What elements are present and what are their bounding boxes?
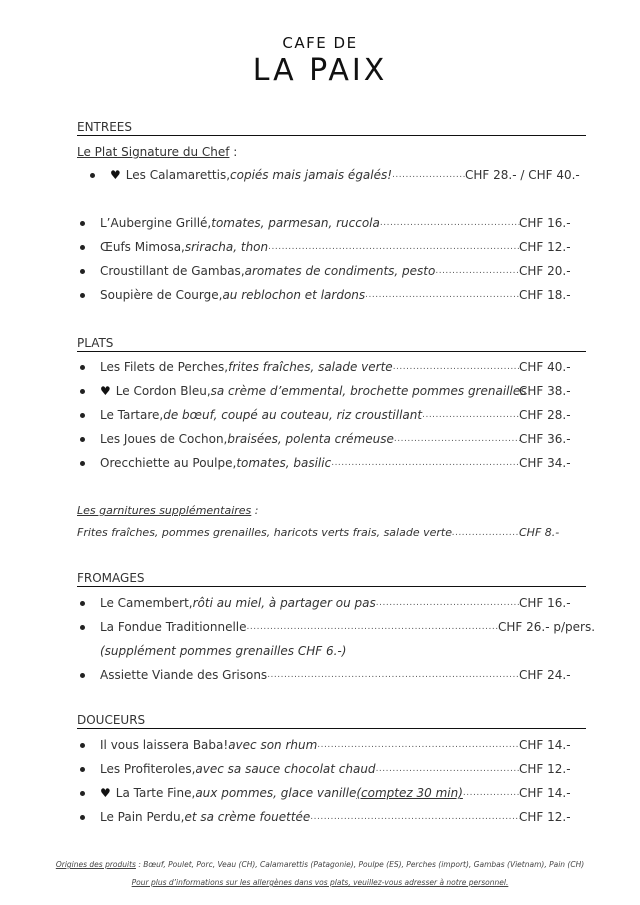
origins-text: : Bœuf, Poulet, Porc, Veau (CH), Calamarettis (Patagonie), Poulpe (ES), Perches (import), Gambas (Vietnam), Pain (CH) <box>135 860 585 869</box>
logo-line-2: LA PAIX <box>252 53 388 88</box>
sides-price: CHF 8.- <box>519 526 560 539</box>
section-title-douceurs: DOUCEURS <box>77 713 586 729</box>
item-name: Les Filets de Perches, <box>100 360 229 374</box>
item-price: CHF 26.- p/pers. <box>498 620 596 634</box>
item-name: Les Joues de Cochon, <box>100 432 228 446</box>
item-description: avec son rhum <box>228 738 318 752</box>
signature-dish-label <box>77 144 237 160</box>
sides-label-text: Les garnitures supplémentaires <box>77 504 252 517</box>
logo-line-1: CAFE DE <box>282 34 358 52</box>
item-price: CHF 16.- <box>519 596 571 610</box>
menu-item <box>77 760 587 778</box>
heart-icon: ♥ <box>100 384 111 398</box>
menu-item <box>77 238 587 256</box>
dot-leader <box>310 808 520 826</box>
sides-label <box>77 503 258 519</box>
item-description: frites fraîches, salade verte <box>228 360 393 374</box>
section-title-fromages: FROMAGES <box>77 571 586 587</box>
bullet-icon <box>80 743 85 748</box>
item-price: CHF 16.- <box>519 216 571 230</box>
item-name: La Fondue Traditionnelle <box>100 620 247 634</box>
item-price: CHF 20.- <box>519 264 571 278</box>
item-price: CHF 34.- <box>519 456 571 470</box>
origins-label: Origines des produits <box>55 860 136 869</box>
signature-label-text: Le Plat Signature du Chef <box>77 145 230 159</box>
heart-icon: ♥ <box>100 786 111 800</box>
item-name: Croustillant de Gambas, <box>100 264 245 278</box>
fondue-note: (supplément pommes grenailles CHF 6.-) <box>100 644 347 658</box>
bullet-icon <box>80 815 85 820</box>
item-description: sa crème d’emmental, brochette pommes grenailles <box>210 384 527 398</box>
item-name: Orecchiette au Poulpe, <box>100 456 237 470</box>
item-description: rôti au miel, à partager ou pas <box>192 596 376 610</box>
dot-leader <box>247 618 498 636</box>
sides-row <box>77 524 587 542</box>
bullet-icon <box>80 437 85 442</box>
dot-leader <box>452 524 519 542</box>
menu-item <box>77 454 587 472</box>
item-description: tomates, parmesan, ruccola <box>211 216 380 230</box>
restaurant-logo <box>0 34 640 88</box>
dot-leader <box>268 238 520 256</box>
item-name: Assiette Viande des Grisons <box>100 668 268 682</box>
dot-leader <box>376 760 520 778</box>
item-name: Œufs Mimosa, <box>100 240 185 254</box>
bullet-icon <box>80 221 85 226</box>
menu-item <box>77 406 587 424</box>
menu-item <box>77 618 596 636</box>
bullet-icon <box>80 389 85 394</box>
item-description: sriracha, thon <box>184 240 269 254</box>
bullet-icon <box>80 673 85 678</box>
item-description: tomates, basilic <box>236 456 332 470</box>
dot-leader <box>463 784 520 802</box>
menu-item <box>77 214 587 232</box>
menu-item <box>77 736 587 754</box>
bullet-icon <box>80 269 85 274</box>
dot-leader <box>392 166 465 184</box>
item-price: CHF 24.- <box>519 668 571 682</box>
item-name: Il vous laissera Baba! <box>100 738 229 752</box>
sides-label-suffix: : <box>251 504 259 517</box>
item-name: Le Cordon Bleu, <box>115 384 211 398</box>
item-name: La Tarte Fine, <box>115 786 196 800</box>
item-price: CHF 12.- <box>519 240 571 254</box>
bullet-icon <box>80 461 85 466</box>
menu-item <box>77 382 587 400</box>
item-description: de bœuf, coupé au couteau, riz croustillant <box>163 408 423 422</box>
item-price: CHF 14.- <box>519 786 571 800</box>
item-description: aromates de condiments, pesto <box>244 264 436 278</box>
menu-item <box>77 784 587 802</box>
bullet-icon <box>80 767 85 772</box>
dot-leader <box>317 736 520 754</box>
item-name: Soupière de Courge, <box>100 288 223 302</box>
item-description: copiés mais jamais égalés! <box>230 168 393 182</box>
item-price: CHF 12.- <box>519 810 571 824</box>
item-price: CHF 12.- <box>519 762 571 776</box>
origins-note <box>0 860 640 869</box>
allergens-note: Pour plus d’informations sur les allergènes dans vos plats, veuillez-vous adresser à notre personnel. <box>131 878 509 887</box>
sides-text: Frites fraîches, pommes grenailles, haricots verts frais, salade verte <box>77 526 452 539</box>
menu-item <box>77 594 587 612</box>
item-price: CHF 36.- <box>519 432 571 446</box>
menu-item <box>77 262 587 280</box>
item-description: au reblochon et lardons <box>222 288 366 302</box>
item-name: Les Profiteroles, <box>100 762 196 776</box>
bullet-icon <box>80 413 85 418</box>
bullet-icon <box>80 601 85 606</box>
menu-item <box>77 286 587 304</box>
dot-leader <box>331 454 520 472</box>
item-name: Le Pain Perdu, <box>100 810 185 824</box>
section-title-plats: PLATS <box>77 336 586 352</box>
dot-leader <box>380 214 520 232</box>
item-price: CHF 14.- <box>519 738 571 752</box>
dot-leader <box>267 666 520 684</box>
item-name: Les Calamarettis, <box>125 168 231 182</box>
item-name: Le Tartare, <box>100 408 164 422</box>
item-price: CHF 28.- / CHF 40.- <box>465 168 580 182</box>
bullet-icon <box>90 173 95 178</box>
dot-leader <box>435 262 520 280</box>
item-name: Le Camembert, <box>100 596 193 610</box>
item-name: L’Aubergine Grillé, <box>100 216 212 230</box>
menu-item <box>77 430 587 448</box>
item-price: CHF 40.- <box>519 360 571 374</box>
menu-item <box>77 166 587 184</box>
item-price: CHF 28.- <box>519 408 571 422</box>
section-title-entrees: ENTREES <box>77 120 586 136</box>
bullet-icon <box>80 245 85 250</box>
menu-item <box>77 808 587 826</box>
item-note: (comptez 30 min) <box>356 786 463 800</box>
bullet-icon <box>80 791 85 796</box>
dot-leader <box>376 594 520 612</box>
bullet-icon <box>80 625 85 630</box>
heart-icon: ♥ <box>110 168 121 182</box>
item-description: et sa crème fouettée <box>184 810 311 824</box>
item-description: avec sa sauce chocolat chaud <box>195 762 376 776</box>
dot-leader <box>393 358 520 376</box>
bullet-icon <box>80 293 85 298</box>
menu-item <box>77 666 587 684</box>
bullet-icon <box>80 365 85 370</box>
dot-leader <box>422 406 520 424</box>
item-description: braisées, polenta crémeuse <box>227 432 394 446</box>
menu-item <box>77 358 587 376</box>
signature-label-suffix: : <box>229 145 238 159</box>
item-price: CHF 18.- <box>519 288 571 302</box>
item-description: aux pommes, glace vanille <box>195 786 357 800</box>
dot-leader <box>365 286 520 304</box>
item-price: CHF 38.- <box>519 384 571 398</box>
dot-leader <box>394 430 520 448</box>
